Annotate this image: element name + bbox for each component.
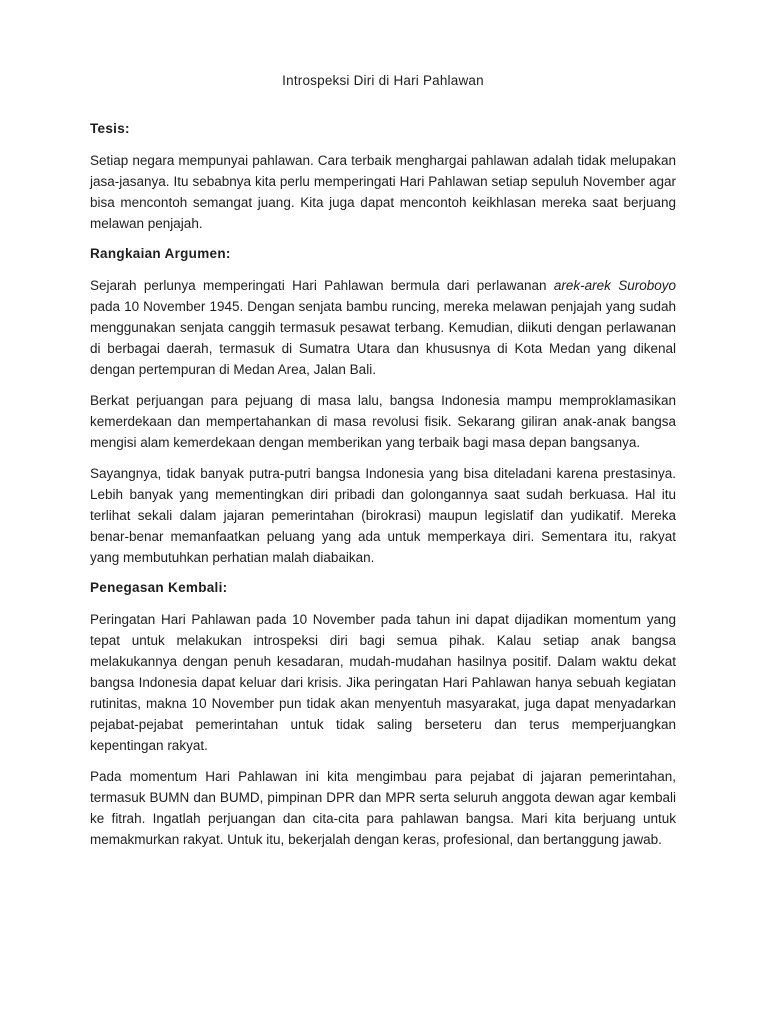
- paragraph-argumen-1: [90, 275, 676, 380]
- document-content: [90, 71, 676, 860]
- document-title: Introspeksi Diri di Hari Pahlawan: [282, 73, 484, 88]
- paragraph-penegasan-1: Peringatan Hari Pahlawan pada 10 November pada tahun ini dapat dijadikan momentum yang tepat untuk melakukan introspeksi diri bagi semua pihak. Kalau setiap anak bangsa melakukannya dengan penuh kesadaran, mudah-mudahan hasilnya positif. Dalam waktu dekat bangsa Indonesia dapat keluar dari krisis. Jika peringatan Hari Pahlawan hanya sebuah kegiatan rutinitas, makna 10 November pun tidak akan menyentuh masyarakat, juga dapat menyadarkan pejabat-pejabat pemerintahan untuk tidak saling berseteru dan terus memperjuangkan kepentingan rakyat.: [90, 612, 676, 753]
- paragraph-tesis: Setiap negara mempunyai pahlawan. Cara terbaik menghargai pahlawan adalah tidak melupakan jasa-jasanya. Itu sebabnya kita perlu memperingati Hari Pahlawan setiap sepuluh November agar bisa mencontoh semangat juang. Kita juga dapat mencontoh keikhlasan mereka saat berjuang melawan penjajah.: [90, 153, 676, 231]
- paragraph-argumen-1-italic: arek-arek Suroboyo: [553, 278, 676, 293]
- paragraph-argumen-2: Berkat perjuangan para pejuang di masa lalu, bangsa Indonesia mampu memproklamasikan kemerdekaan dan mempertahankan di masa revolusi fisik. Sekarang giliran anak-anak bangsa mengisi alam kemerdekaan dengan memberikan yang terbaik bagi masa depan bangsanya.: [90, 393, 676, 450]
- paragraph-argumen-3: Sayangnya, tidak banyak putra-putri bangsa Indonesia yang bisa diteladani karena prestasinya. Lebih banyak yang mementingkan diri pribadi dan golongannya saat sudah berkuasa. Hal itu terlihat sekali dalam jajaran pemerintahan (birokrasi) maupun legislatif dan yudikatif. Mereka benar-benar memanfaatkan peluang yang ada untuk memperkaya diri. Sementara itu, rakyat yang membutuhkan perhatian malah diabaikan.: [90, 466, 676, 565]
- paragraph-argumen-1-start: Sejarah perlunya memperingati Hari Pahlawan bermula dari perlawanan: [90, 278, 554, 293]
- section-heading-tesis: Tesis:: [90, 121, 130, 136]
- paragraph-argumen-1-end: pada 10 November 1945. Dengan senjata bambu runcing, mereka melawan penjajah yang sudah menggunakan senjata canggih termasuk pesawat terbang. Kemudian, diikuti dengan perlawanan di berbagai daerah, termasuk di Sumatra Utara dan khususnya di Kota Medan yang dikenal dengan pertempuran di Medan Area, Jalan Bali.: [90, 299, 676, 377]
- section-heading-rangkaian-argumen: Rangkaian Argumen:: [90, 246, 231, 261]
- paragraph-penegasan-2: Pada momentum Hari Pahlawan ini kita mengimbau para pejabat di jajaran pemerintahan, termasuk BUMN dan BUMD, pimpinan DPR dan MPR serta seluruh anggota dewan agar kembali ke fitrah. Ingatlah perjuangan dan cita-cita para pahlawan bangsa. Mari kita berjuang untuk memakmurkan rakyat. Untuk itu, bekerjalah dengan keras, profesional, dan bertanggung jawab.: [90, 769, 676, 847]
- section-heading-penegasan-kembali: Penegasan Kembali:: [90, 580, 228, 595]
